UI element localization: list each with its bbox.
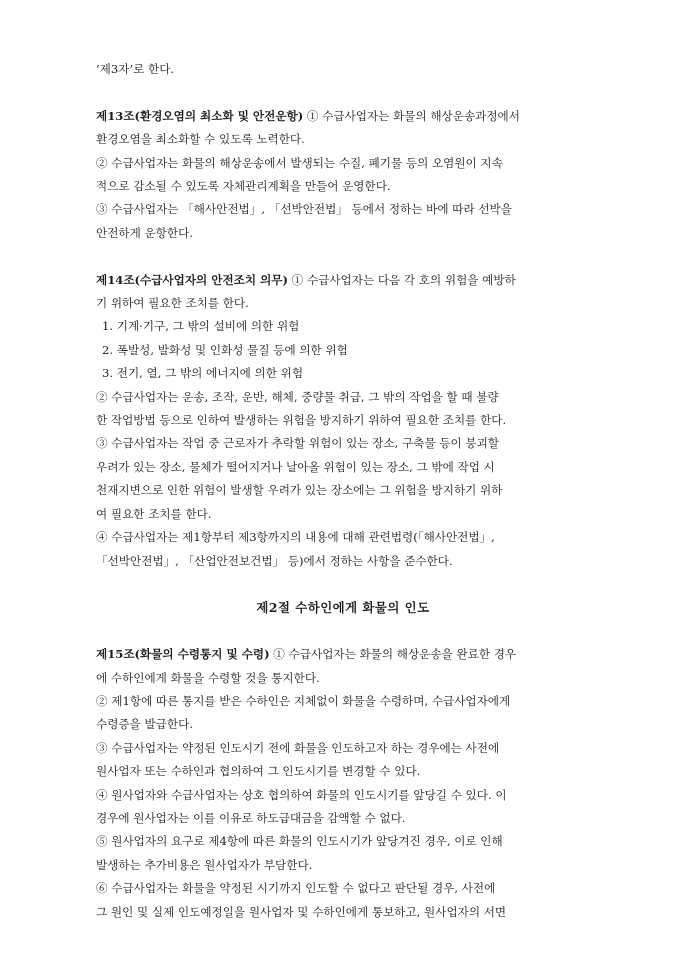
text-line: [96, 409, 590, 432]
line-text: 에 수하인에게 화물을 수령할 것을 통지한다.: [96, 670, 320, 685]
line-text: 적으로 감소될 수 있도록 자체관리계획을 만들어 운영한다.: [96, 179, 391, 194]
text-line: [96, 105, 590, 128]
text-line: [96, 854, 590, 877]
line-text: 경우에 원사업자는 이를 이유로 하도급대금을 감액할 수 없다.: [96, 810, 406, 825]
text-line: [96, 807, 590, 830]
line-text: ③ 수급사업자는 약정된 인도시기 전에 화물을 인도하고자 하는 경우에는 사전에: [96, 740, 500, 755]
text-line: [96, 198, 590, 221]
text-line: [96, 339, 590, 362]
text-line: [96, 152, 590, 175]
text-line: [96, 760, 590, 783]
text-line: [96, 667, 590, 690]
line-text: ⑤ 원사업자의 요구로 제4항에 따른 화물의 인도시기가 앞당겨진 경우, 이로 인해: [96, 834, 503, 849]
line-text: 기 위하여 필요한 조치를 한다.: [96, 296, 249, 311]
text-line: [96, 292, 590, 315]
line-text: ‘제3자’로 한다.: [96, 62, 175, 76]
line-text: 그 원인 및 실제 인도예정일을 원사업자 및 수하인에게 통보하고, 원사업자의 서면: [96, 904, 507, 919]
text-line: [96, 128, 590, 151]
line-text: 3. 전기, 열, 그 밖의 에너지에 의한 위험: [102, 366, 304, 381]
text-line: [96, 362, 590, 385]
text-line: [96, 690, 590, 713]
line-text: 천재지변으로 인한 위험이 발생할 우려가 있는 장소에는 그 위험을 방지하기 위하: [96, 483, 503, 498]
article-title: 제13조(환경오염의 최소화 및 안전운항): [96, 108, 304, 123]
blank-line: [96, 81, 590, 104]
line-text: 한 작업방법 등으로 인하여 발생하는 위험을 방지하기 위하여 필요한 조치를 한다.: [96, 413, 507, 428]
line-text: ⑥ 수급사업자는 화물을 약정된 시기까지 인도할 수 없다고 판단될 경우, 사전에: [96, 881, 496, 896]
text-line: [96, 737, 590, 760]
text-line: [96, 269, 590, 292]
line-text: 안전하게 운항한다.: [96, 225, 193, 240]
text-line: [96, 550, 590, 573]
text-line: [96, 58, 590, 81]
section-heading: 제2절 수하인에게 화물의 인도: [256, 600, 430, 616]
line-text: ② 제1항에 따른 통지를 받은 수하인은 지체없이 화물을 수령하며, 수급사업자에게: [96, 693, 511, 708]
text-line: [96, 526, 590, 549]
line-text: 환경오염을 최소화할 수 있도록 노력한다.: [96, 132, 305, 147]
line-text: 원사업자 또는 수하인과 협의하여 그 인도시기를 변경할 수 있다.: [96, 764, 421, 779]
line-text: 1. 기계·기구, 그 밖의 설비에 의한 위험: [102, 319, 300, 334]
blank-line: [96, 620, 590, 643]
line-text: ② 수급사업자는 운송, 조작, 운반, 해체, 중량물 취급, 그 밖의 작업을 할 때 불량: [96, 389, 499, 404]
line-text: 2. 폭발성, 발화성 및 인화성 물질 등에 의한 위험: [102, 342, 348, 357]
line-text: 「선박안전법」, 「산업안전보건법」 등)에서 정하는 사항을 준수한다.: [96, 553, 453, 568]
text-line: [96, 503, 590, 526]
line-text: ④ 수급사업자는 제1항부터 제3항까지의 내용에 대해 관련법령(「해사안전법」,: [96, 530, 495, 545]
line-text: 여 필요한 조치를 한다.: [96, 506, 212, 521]
article-title: 제14조(수급사업자의 안전조치 의무): [96, 272, 288, 287]
line-text: ④ 원사업자와 수급사업자는 상호 협의하여 화물의 인도시기를 앞당길 수 있다. 이: [96, 787, 507, 802]
text-line: [96, 784, 590, 807]
text-line: [96, 830, 590, 853]
line-text: ③ 수급사업자는 작업 중 근로자가 추락할 위험이 있는 장소, 구축물 등이 붕괴할: [96, 436, 500, 451]
article-title: 제15조(화물의 수령통지 및 수령): [96, 647, 270, 662]
line-text: 우려가 있는 장소, 물체가 떨어지거나 날아올 위험이 있는 장소, 그 밖에 작업 시: [96, 459, 495, 474]
text-line: [96, 877, 590, 900]
text-line: [96, 315, 590, 338]
text-line: [96, 432, 590, 455]
text-line: [96, 175, 590, 198]
text-line: [96, 643, 590, 666]
text-line: [96, 901, 590, 924]
text-line: [96, 386, 590, 409]
line-text: ① 수급사업자는 화물의 해상운송을 완료한 경우: [269, 647, 517, 662]
line-text: ② 수급사업자는 화물의 해상운송에서 발생되는 수질, 폐기물 등의 오염원이 지속: [96, 155, 503, 170]
blank-line: [96, 573, 590, 596]
text-line: [96, 713, 590, 736]
blank-line: [96, 245, 590, 268]
text-line: [96, 479, 590, 502]
text-line: [96, 222, 590, 245]
line-text: 발생하는 추가비용은 원사업자가 부담한다.: [96, 857, 313, 872]
line-text: ① 수급사업자는 다음 각 호의 위험을 예방하: [287, 272, 516, 287]
text-line: [96, 456, 590, 479]
line-text: ③ 수급사업자는 「해사안전법」, 「선박안전법」 등에서 정하는 바에 따라 선박을: [96, 202, 512, 217]
line-text: 수령증을 발급한다.: [96, 717, 193, 732]
line-text: ① 수급사업자는 화물의 해상운송과정에서: [303, 108, 520, 123]
